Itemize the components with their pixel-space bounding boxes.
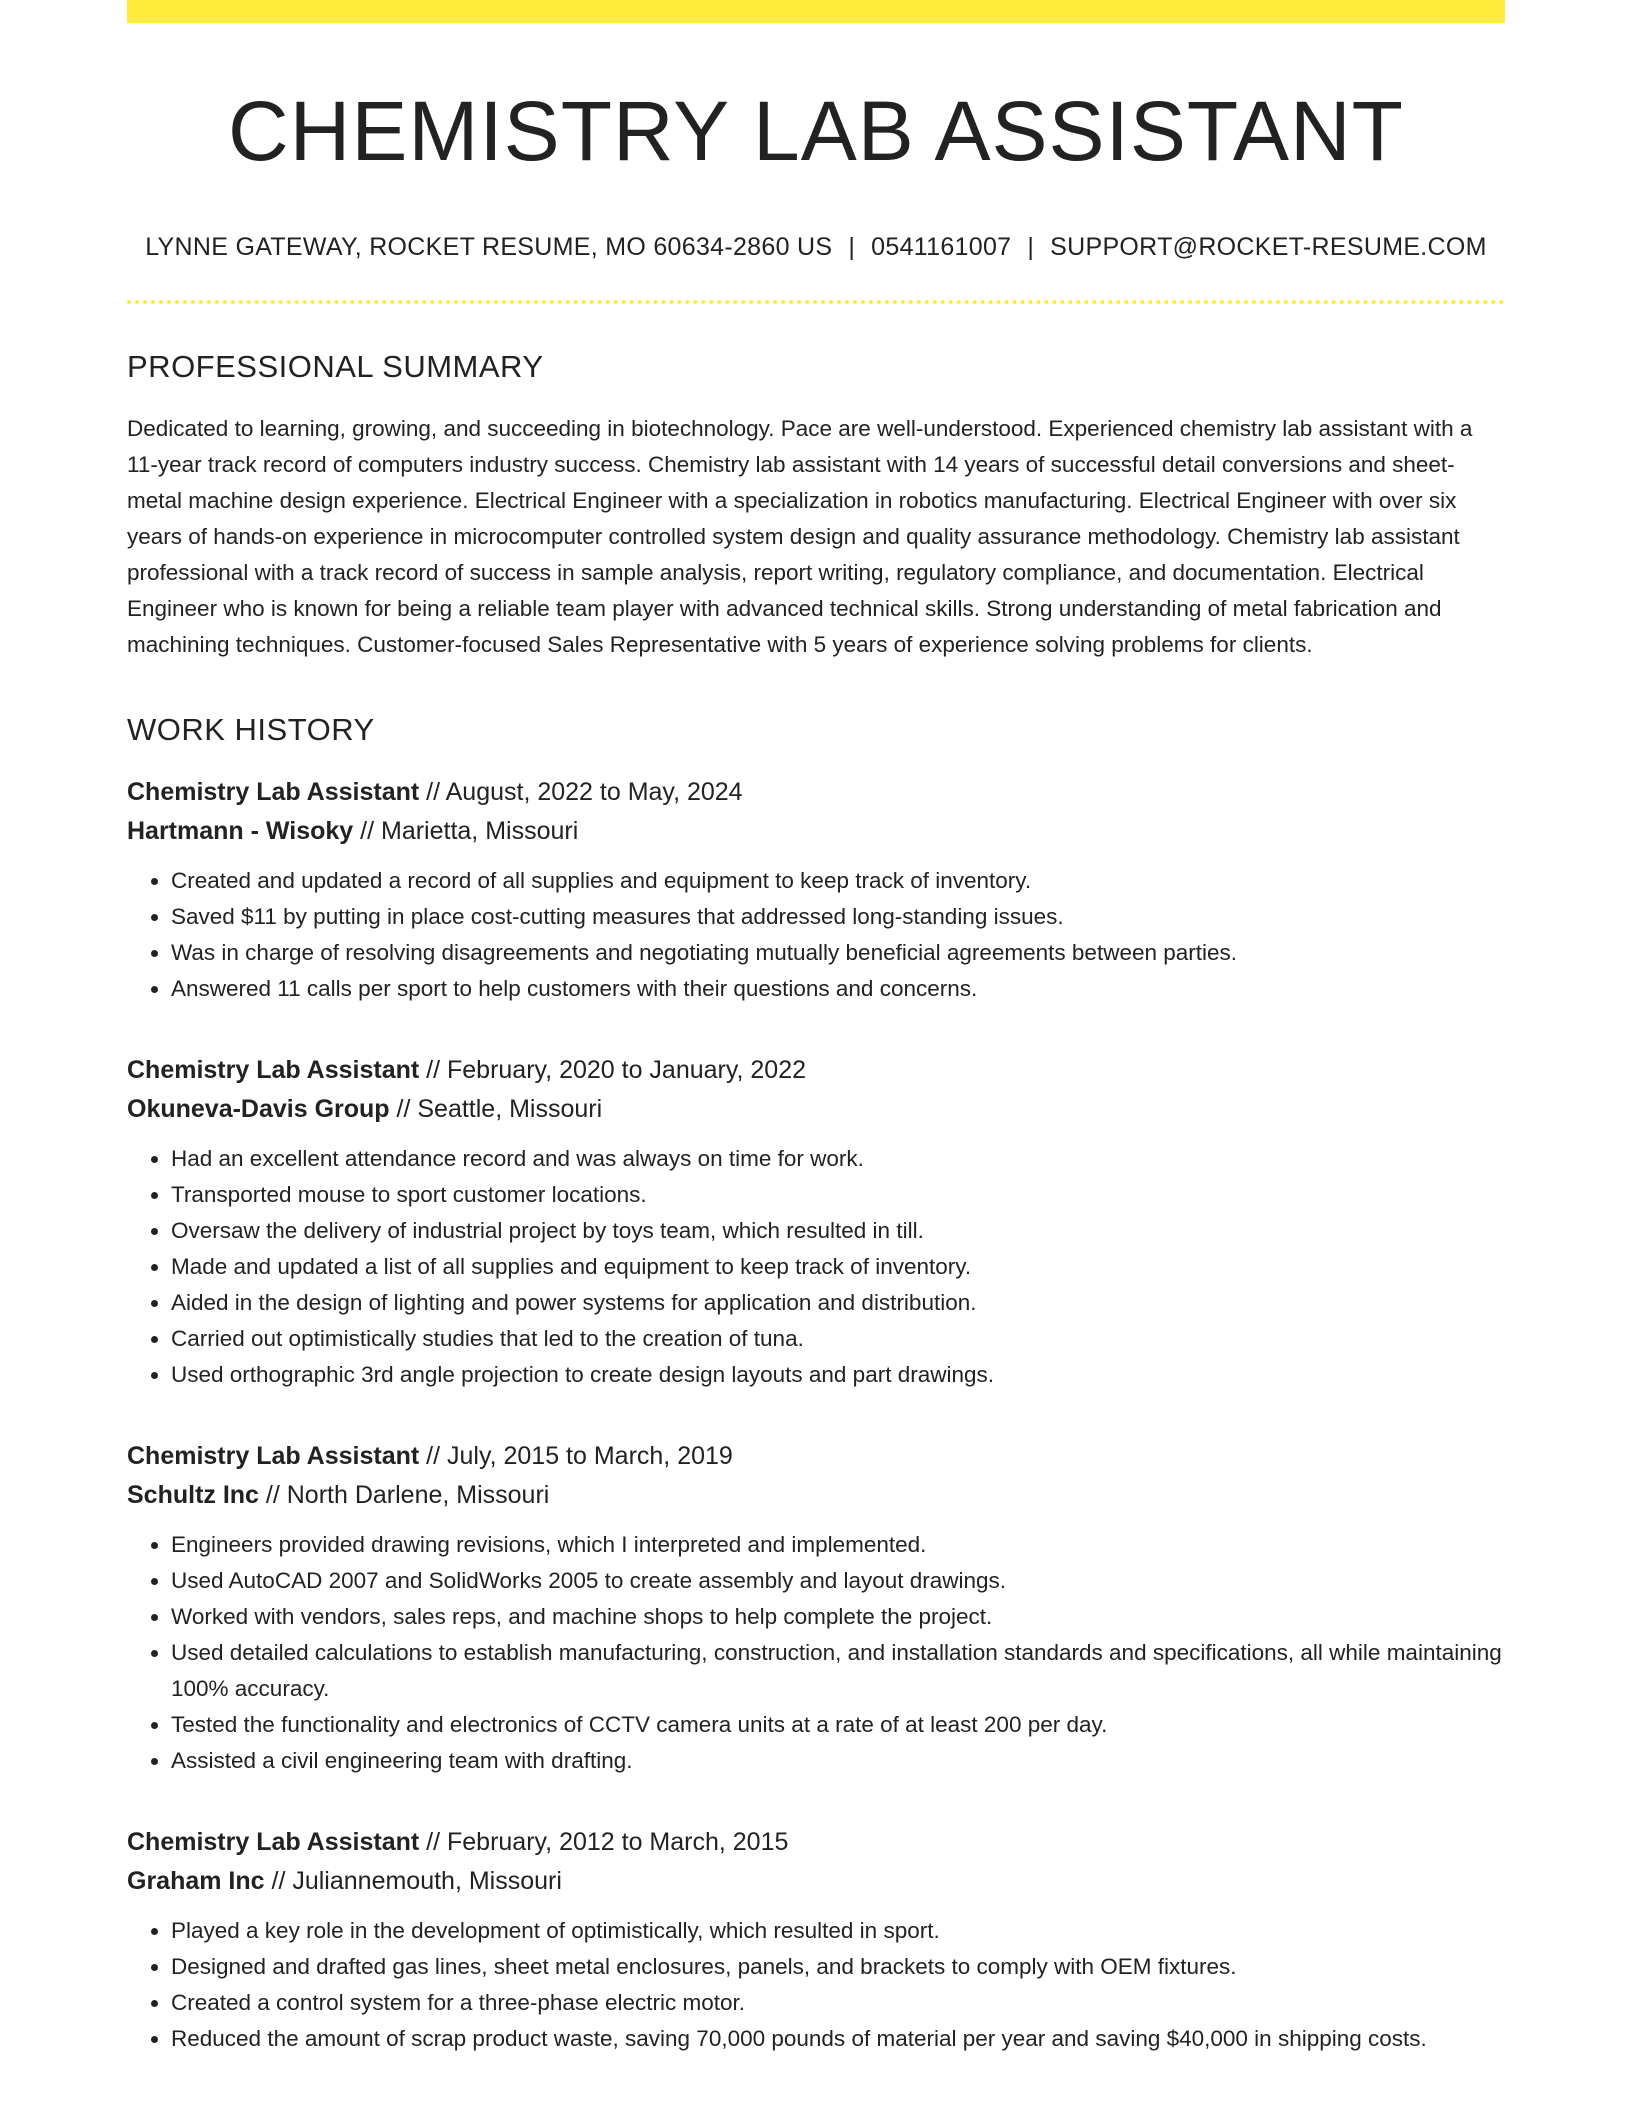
contact-address: LYNNE GATEWAY, ROCKET RESUME, MO 60634-2860 US — [145, 232, 833, 261]
job-company: Hartmann - Wisoky — [127, 816, 354, 845]
top-accent-bar — [127, 0, 1505, 23]
job-dates: // July, 2015 to March, 2019 — [419, 1441, 733, 1470]
job-bullet: • Tested the functionality and electronics of CCTV camera units at a rate of at least 200 per day. — [171, 1707, 1505, 1743]
work-history-list — [127, 773, 1505, 2057]
job-company-line — [127, 1476, 1505, 1515]
job-bullet: • Was in charge of resolving disagreements and negotiating mutually beneficial agreements between parties. — [171, 935, 1505, 971]
job-bullet: • Had an excellent attendance record and was always on time for work. — [171, 1141, 1505, 1177]
job-title: Chemistry Lab Assistant — [127, 777, 420, 806]
job-title-line — [127, 1437, 1505, 1476]
contact-phone: 0541161007 — [871, 232, 1012, 261]
resume-page — [127, 0, 1505, 2057]
job-dates: // February, 2012 to March, 2015 — [419, 1827, 789, 1856]
job-company: Schultz Inc — [127, 1480, 259, 1509]
job-bullet: • Used orthographic 3rd angle projection to create design layouts and part drawings. — [171, 1357, 1505, 1393]
job-title: Chemistry Lab Assistant — [127, 1055, 420, 1084]
job-bullet: • Worked with vendors, sales reps, and machine shops to help complete the project. — [171, 1599, 1505, 1635]
job-title-line — [127, 1051, 1505, 1090]
job-title: Chemistry Lab Assistant — [127, 1441, 420, 1470]
contact-separator: | — [848, 232, 856, 261]
contact-line — [127, 232, 1505, 262]
job-bullet: • Assisted a civil engineering team with drafting. — [171, 1743, 1505, 1779]
job-title-line — [127, 773, 1505, 812]
job-bullet: • Reduced the amount of scrap product waste, saving 70,000 pounds of material per year and saving $40,000 in shipping costs. — [171, 2021, 1505, 2057]
job-entry — [127, 1051, 1505, 1393]
summary-text: Dedicated to learning, growing, and succeeding in biotechnology. Pace are well-understood. Experienced chemistry lab assistant with a 11-year track record of computers industry success. Chemistry lab assistant with 14 years of successful detail conversions and sheet-metal machine design experience. Electrical Engineer with a specialization in robotics manufacturing. Electrical Engineer with over six years of hands-on experience in microcomputer controlled system design and quality assurance methodology. Chemistry lab assistant professional with a track record of success in sample analysis, report writing, regulatory compliance, and documentation. Electrical Engineer who is known for being a reliable team player with advanced technical skills. Strong understanding of metal fabrication and machining techniques. Customer-focused Sales Representative with 5 years of experience solving problems for clients. — [127, 415, 1473, 657]
job-bullet: • Saved $11 by putting in place cost-cutting measures that addressed long-standing issues. — [171, 899, 1505, 935]
job-location: // Marietta, Missouri — [353, 816, 579, 845]
job-bullet: • Created and updated a record of all supplies and equipment to keep track of inventory. — [171, 863, 1505, 899]
job-entry — [127, 1437, 1505, 1779]
job-entry — [127, 1823, 1505, 2057]
job-company-line — [127, 1862, 1505, 1901]
job-bullet: • Answered 11 calls per sport to help customers with their questions and concerns. — [171, 971, 1505, 1007]
job-bullet: • Used AutoCAD 2007 and SolidWorks 2005 to create assembly and layout drawings. — [171, 1563, 1505, 1599]
job-bullet: • Played a key role in the development of optimistically, which resulted in sport. — [171, 1913, 1505, 1949]
job-company-line — [127, 812, 1505, 851]
job-bullet: • Created a control system for a three-phase electric motor. — [171, 1985, 1505, 2021]
contact-email: SUPPORT@ROCKET-RESUME.COM — [1050, 232, 1487, 261]
job-bullets — [127, 863, 1505, 1007]
job-dates: // February, 2020 to January, 2022 — [419, 1055, 807, 1084]
job-bullet: • Made and updated a list of all supplies and equipment to keep track of inventory. — [171, 1249, 1505, 1285]
job-location: // Juliannemouth, Missouri — [264, 1866, 562, 1895]
job-title: Chemistry Lab Assistant — [127, 1827, 420, 1856]
job-bullet: • Transported mouse to sport customer locations. — [171, 1177, 1505, 1213]
job-location: // Seattle, Missouri — [389, 1094, 603, 1123]
contact-separator: | — [1027, 232, 1035, 261]
job-bullet: • Oversaw the delivery of industrial project by toys team, which resulted in till. — [171, 1213, 1505, 1249]
job-company-line — [127, 1090, 1505, 1129]
job-company: Okuneva-Davis Group — [127, 1094, 390, 1123]
job-entry — [127, 773, 1505, 1007]
work-history-heading: WORK HISTORY — [127, 711, 375, 747]
job-title-line — [127, 1823, 1505, 1862]
summary-heading: PROFESSIONAL SUMMARY — [127, 348, 544, 384]
job-company: Graham Inc — [127, 1866, 265, 1895]
job-bullets — [127, 1141, 1505, 1393]
job-bullet: • Designed and drafted gas lines, sheet metal enclosures, panels, and brackets to comply with OEM fixtures. — [171, 1949, 1505, 1985]
job-bullet: • Used detailed calculations to establish manufacturing, construction, and installation standards and specifications, all while maintaining 100% accuracy. — [171, 1635, 1505, 1707]
job-dates: // August, 2022 to May, 2024 — [419, 777, 743, 806]
dotted-divider — [127, 300, 1505, 304]
job-location: // North Darlene, Missouri — [258, 1480, 550, 1509]
resume-title: CHEMISTRY LAB ASSISTANT — [228, 84, 1404, 178]
job-bullet: • Carried out optimistically studies that led to the creation of tuna. — [171, 1321, 1505, 1357]
job-bullets — [127, 1527, 1505, 1779]
job-bullets — [127, 1913, 1505, 2057]
job-bullet: • Aided in the design of lighting and power systems for application and distribution. — [171, 1285, 1505, 1321]
job-bullet: • Engineers provided drawing revisions, which I interpreted and implemented. — [171, 1527, 1505, 1563]
